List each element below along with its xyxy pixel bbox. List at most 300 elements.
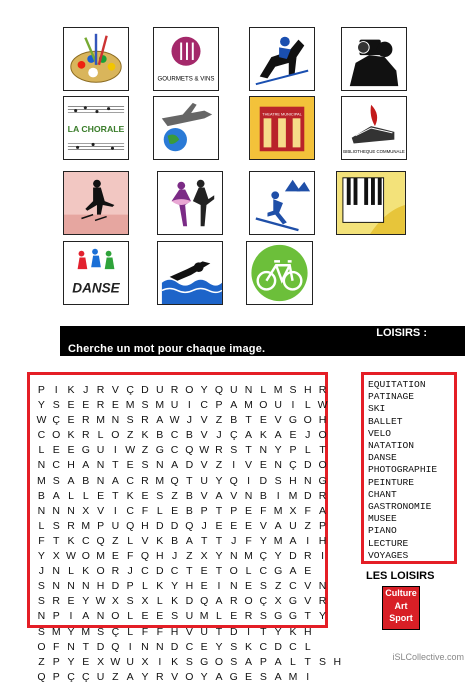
theater-caption: THEATRE MUNICIPAL [262,111,302,117]
grid-letter: E [289,429,297,442]
grid-letter: E [52,444,60,457]
grid-letter: P [97,519,105,532]
grid-letter: D [229,625,238,638]
grid-letter: U [126,655,134,668]
grid-letter: D [185,459,194,472]
grid-letter: Z [112,534,119,547]
grid-row [34,591,345,606]
grid-letter: K [245,640,253,653]
grid-letter: O [318,429,327,442]
grid-letter: V [200,459,208,472]
grid-letter: S [52,474,60,487]
word-list-item: PATINAGE [368,391,415,403]
swimming-image [157,241,223,305]
word-list [361,372,457,564]
grid-letter: H [185,580,194,593]
grid-letter: P [200,504,208,517]
grid-letter: H [303,384,312,396]
grid-letter: H [289,474,297,487]
grid-letter: U [185,610,194,623]
grid-letter: O [229,565,238,578]
grid-letter: U [289,519,297,532]
grid-letter: L [304,399,311,412]
grid-letter: I [306,534,310,547]
grid-letter: H [303,625,312,638]
grid-letter: U [96,444,105,457]
grid-letter: N [37,459,46,472]
grid-letter: E [259,414,267,427]
grid-letter: T [215,534,223,547]
grid-letter: D [155,565,164,578]
grid-letter: P [37,384,45,396]
grid-letter: M [125,399,135,412]
grid-letter: P [215,399,223,412]
grid-letter: L [156,595,163,608]
grid-row [34,380,345,395]
grid-letter: T [260,625,267,638]
grid-letter: M [155,474,165,487]
grid-letter: L [68,565,74,578]
grid-letter: R [244,610,253,623]
grid-letter: P [230,504,238,517]
grid-letter: U [155,384,164,396]
grid-letter: H [155,550,164,563]
grid-letter: U [229,384,238,396]
grid-letter: E [200,580,208,593]
grid-letter: B [259,489,267,502]
grid-letter: Q [37,670,46,683]
grid-letter: S [126,414,134,427]
grid-letter: L [82,489,89,502]
grid-letter: S [52,519,60,532]
grid-letter: Q [96,534,105,547]
grid-letter: Ç [67,670,75,683]
grid-letter: N [274,459,282,472]
grid-letter: D [96,640,105,653]
grid-letter: F [126,550,134,563]
grid-letter: E [82,655,90,668]
grid-letter: X [141,595,149,608]
grid-letter: G [200,655,209,668]
grid-letter: W [199,444,210,457]
grid-letter: A [289,534,297,547]
grid-letter: A [245,429,253,442]
grid-letter: C [259,565,268,578]
grid-letter: A [185,534,193,547]
grid-letter: A [215,595,223,608]
grid-letter: E [111,550,119,563]
grid-letter: R [170,384,179,396]
grid-letter: T [215,504,223,517]
grid-letter: M [81,625,91,638]
grid-letter: G [274,565,283,578]
grid-letter: M [273,384,283,396]
grid-letter: V [97,504,105,517]
grid-letter: L [156,504,163,517]
grid-letter: A [215,489,223,502]
grid-letter: G [81,444,90,457]
grid-letter: M [96,414,105,427]
grid-letter: W [110,655,121,668]
grid-letter: V [185,625,193,638]
grid-letter: I [54,384,58,396]
skiing-image [249,171,315,235]
grid-letter: L [97,429,104,442]
grid-letter: Y [319,610,327,623]
grid-letter: F [156,625,163,638]
grid-letter: S [259,610,267,623]
grid-letter: O [214,655,224,668]
grid-letter: C [126,504,134,517]
grid-letter: I [247,625,251,638]
grid-letter: P [126,580,134,593]
grid-letter: R [318,489,327,502]
grid-letter: K [259,429,267,442]
grid-letter: Y [215,640,223,653]
grid-letter: R [96,384,105,396]
grid-letter: N [67,504,75,517]
grid-letter: L [245,565,252,578]
grid-letter: K [156,534,164,547]
grid-letter: L [304,640,311,653]
grid-letter: L [127,625,134,638]
grid-letter: C [81,534,90,547]
grid-letter: Z [112,670,119,683]
grid-letter: O [259,399,268,412]
grid-body [34,380,345,682]
cycling-image [246,241,313,305]
grid-row [34,516,345,531]
grid-letter: R [318,595,327,608]
grid-row [34,606,345,621]
grid-letter: T [112,489,119,502]
grid-letter: W [36,414,47,427]
grid-letter: X [52,550,60,563]
grid-letter: Y [215,474,223,487]
grid-letter: V [274,414,282,427]
grid-letter: I [113,444,117,457]
grid-letter: S [171,610,179,623]
grid-letter: C [126,474,134,487]
grid-letter: D [274,640,282,653]
grid-letter: S [230,640,238,653]
grid-letter: E [230,610,238,623]
grid-letter: Z [215,414,223,427]
gourmets-vins-image [153,27,219,91]
word-list-item: DANSE [368,452,397,464]
painting-palette-image [63,27,129,91]
grid-letter: V [141,534,149,547]
grid-letter: N [37,504,46,517]
grid-letter: T [200,534,208,547]
grid-letter: E [215,519,223,532]
grid-letter: E [141,610,149,623]
grid-letter: M [244,550,253,563]
horse-riding-image [249,27,315,91]
grid-row [34,531,345,546]
grid-letter: H [141,519,149,532]
grid-letter: O [244,595,253,608]
grid-letter: O [52,429,61,442]
grid-letter: I [291,399,295,412]
grid-letter: H [318,414,327,427]
grid-letter: C [37,429,46,442]
grid-letter: Y [67,625,75,638]
grid-row [34,622,345,637]
grid-letter: E [156,610,164,623]
grid-letter: C [289,640,297,653]
grid-letter: A [289,565,297,578]
grid-letter: Z [38,655,45,668]
grid-letter: F [260,504,267,517]
skating-image [63,171,129,235]
grid-letter: N [52,504,60,517]
grid-letter: F [38,534,45,547]
word-list-item: LECTURE [368,537,409,549]
photographer-image [341,27,407,91]
grid-letter: A [274,670,282,683]
grid-letter: J [171,550,178,563]
grid-letter: O [96,565,105,578]
grid-letter: X [141,655,149,668]
grid-letter: E [67,399,75,412]
grid-letter: I [158,655,162,668]
grid-letter: G [155,444,164,457]
grid-letter: Y [171,580,179,593]
grid-letter: J [305,429,311,442]
grid-letter: Z [215,459,223,472]
grid-letter: N [96,474,105,487]
grid-letter: I [276,489,280,502]
grid-letter: C [141,565,149,578]
grid-letter: C [259,640,268,653]
grid-letter: D [155,519,164,532]
grid-letter: Ç [52,414,60,427]
grid-row [34,652,345,667]
grid-letter: E [126,459,134,472]
grid-letter: Z [171,489,178,502]
grid-letter: D [303,459,312,472]
grid-letter: O [185,384,194,396]
grid-letter: R [52,595,60,608]
grid-letter: V [111,384,119,396]
grid-letter: Y [37,399,45,412]
grid-letter: M [81,519,91,532]
grid-letter: S [141,459,149,472]
grid-letter: N [244,384,253,396]
grid-letter: A [245,655,253,668]
grid-letter: E [230,519,238,532]
grid-letter: A [111,474,119,487]
grid-letter: J [231,534,237,547]
grid-letter: V [200,489,208,502]
grid-letter: T [215,625,223,638]
grid-letter: B [82,474,90,487]
grid-letter: A [215,670,223,683]
grid-letter: C [200,399,208,412]
grid-letter: C [170,444,179,457]
grid-letter: V [230,489,238,502]
grid-letter: J [127,565,133,578]
grid-letter: R [229,595,238,608]
grid-letter: B [185,504,193,517]
grid-letter: M [51,625,61,638]
grid-letter: N [303,474,312,487]
grid-letter: M [288,489,298,502]
grid-letter: W [169,414,180,427]
grid-letter: Y [37,550,45,563]
grid-letter: S [37,625,45,638]
grid-letter: Ç [259,550,268,563]
grid-letter: K [82,565,90,578]
grid-letter: N [155,459,164,472]
grid-letter: C [185,640,194,653]
grid-letter: Y [67,655,75,668]
grid-letter: U [170,399,179,412]
grid-letter: Y [259,534,267,547]
badge-line-sport: Sport [389,613,413,623]
grid-letter: L [38,519,45,532]
grid-letter: A [274,655,282,668]
grid-letter: V [259,519,267,532]
grid-letter: Q [185,519,194,532]
word-list-item: VOYAGES [368,549,409,561]
grid-letter: E [111,399,119,412]
grid-letter: Ç [81,670,90,683]
grid-letter: D [259,474,268,487]
watermark: iSLCollective.com [392,652,464,662]
grid-letter: H [67,459,75,472]
grid-letter: N [318,580,327,593]
grid-letter: E [67,595,75,608]
loisirs-badge [382,586,420,630]
word-list-item: SKI [368,403,386,415]
grid-letter: M [96,550,105,563]
grid-letter: E [82,399,90,412]
instruction-banner [60,326,465,356]
grid-letter: W [95,595,106,608]
grid-letter: T [215,565,223,578]
grid-letter: M [273,534,283,547]
grid-letter: L [304,444,311,457]
grid-letter: I [232,459,236,472]
grid-letter: G [274,610,283,623]
grid-letter: R [215,444,223,457]
gourmets-caption: GOURMETS & VINS [157,75,215,83]
grid-letter: T [82,640,89,653]
grid-letter: I [247,474,251,487]
grid-letter: S [319,655,327,668]
grid-letter: W [66,550,76,563]
grid-letter: V [171,670,179,683]
grid-letter: A [67,474,75,487]
grid-letter: D [141,384,149,396]
grid-letter: N [141,640,149,653]
word-list-item: CHANT [368,488,397,500]
grid-row [34,395,345,410]
grid-letter: G [288,595,298,608]
grid-letter: V [304,595,312,608]
grid-letter: X [289,504,297,517]
grid-letter: T [304,655,311,668]
grid-letter: Q [126,519,135,532]
dance-image [63,241,129,305]
grid-letter: T [186,474,193,487]
word-list-item: NATATION [368,440,415,452]
grid-row [34,546,345,561]
word-list-item: GASTRONOMIE [368,501,432,513]
grid-letter: K [289,625,297,638]
grid-letter: P [52,655,60,668]
word-list-item: PEINTURE [368,476,415,488]
grid-letter: Y [200,670,208,683]
grid-letter: Ç [229,429,238,442]
grid-letter: B [156,429,164,442]
theater-image [249,96,315,160]
grid-letter: E [67,444,75,457]
grid-letter: F [52,640,60,653]
word-list-item: EQUITATION [368,379,426,390]
grid-row [34,486,345,501]
grid-letter: R [67,519,75,532]
grid-letter: O [111,610,120,623]
grid-letter: L [127,534,134,547]
grid-letter: V [245,459,253,472]
grid-letter: N [155,640,164,653]
grid-letter: A [319,504,327,517]
grid-letter: L [216,610,222,623]
grid-letter: J [186,414,192,427]
grid-letter: C [289,580,297,593]
grid-letter: O [318,459,327,472]
grid-letter: M [37,474,46,487]
grid-letter: Z [186,550,193,563]
grid-letter: R [96,399,105,412]
grid-letter: I [128,640,132,653]
grid-letter: N [52,580,60,593]
grid-letter: K [67,429,75,442]
grid-letter: O [37,640,46,653]
grid-letter: Q [200,595,209,608]
grid-letter: B [185,429,193,442]
grid-letter: A [82,610,90,623]
grid-letter: M [288,670,298,683]
grid-letter: E [97,489,105,502]
grid-letter: P [289,444,297,457]
grid-letter: S [230,655,238,668]
grid-letter: N [111,414,120,427]
piano-image [336,171,406,235]
grid-letter: S [156,489,164,502]
grid-letter: G [318,474,327,487]
grid-letter: R [318,384,327,396]
grid-letter: B [185,489,193,502]
grid-letter: D [303,489,312,502]
danse-caption: DANSE [72,280,120,296]
grid-letter: T [304,610,311,623]
grid-row [34,667,345,682]
grid-letter: Q [185,444,194,457]
grid-letter: K [67,384,75,396]
grid-letter: A [171,459,179,472]
grid-letter: Q [170,474,179,487]
grid-letter: B [37,489,45,502]
grid-letter: Q [214,384,224,396]
grid-letter: X [82,504,90,517]
grid-letter: A [52,489,60,502]
grid-letter: E [200,640,208,653]
grid-letter: Y [200,384,208,396]
